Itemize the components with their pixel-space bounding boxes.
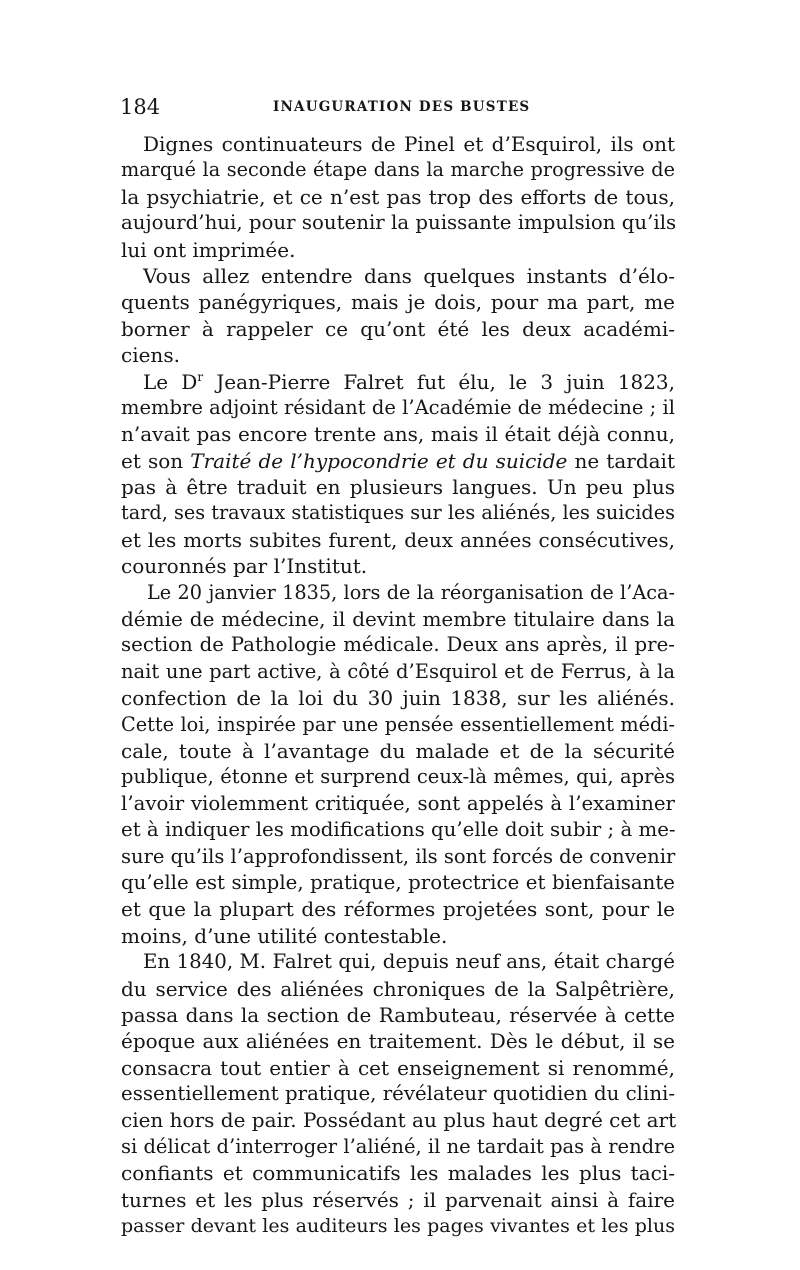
text-line: époque aux aliénées en traitement. Dès le début, il se <box>121 1029 675 1054</box>
running-title: INAUGURATION DES BUSTES <box>273 99 531 115</box>
text-line <box>121 369 675 395</box>
text-line: la psychiatrie, et ce n’est pas trop des efforts de tous, <box>121 184 675 209</box>
text-line: passer devant les auditeurs les pages vivantes et les plus <box>121 1215 675 1238</box>
paragraph-3 <box>121 369 675 580</box>
text-line: cien hors de pair. Possédant au plus haut degré cet art <box>121 1108 677 1133</box>
text-line: n’avait pas encore trente ans, mais il était déjà connu, <box>121 422 675 447</box>
text-line: couronnés par l’Institut. <box>121 554 368 579</box>
paragraph-2 <box>121 263 675 369</box>
text-line: essentiellement pratique, révélateur quotidien du clini- <box>121 1082 676 1106</box>
text-line: consacra tout entier à cet enseignement si renommé, <box>121 1055 675 1080</box>
text-line: tard, ses travaux statistiques sur les aliénés, les suicides <box>121 501 675 525</box>
text-line: ciens. <box>121 343 180 368</box>
superscript: r <box>197 369 204 384</box>
text-fragment: et son <box>121 448 191 473</box>
text-line: passa dans la section de Rambuteau, réservée à cette <box>121 1002 675 1027</box>
text-line: En 1840, M. Falret qui, depuis neuf ans, était chargé <box>143 950 675 974</box>
text-line: borner à rappeler ce qu’ont été les deux académi- <box>121 316 675 341</box>
text-line: et les morts subites furent, deux années consécutives, <box>121 527 675 552</box>
text-line: Vous allez entendre dans quelques instants d’élo- <box>143 263 675 288</box>
text-line: aujourd’hui, pour soutenir la puissante impulsion qu’ils <box>121 211 677 235</box>
body-text <box>121 131 675 1239</box>
text-line: turnes et les plus réservés ; il parvenait ainsi à faire <box>121 1187 675 1212</box>
text-line: nait une part active, à côté d’Esquirol et de Ferrus, à la <box>121 659 675 683</box>
text-line: et que la plupart des réformes projetées sont, pour le <box>121 897 675 922</box>
text-line: pas à être traduit en plusieurs langues. Un peu plus <box>121 475 675 500</box>
text-fragment: Jean-Pierre Falret fut élu, le 3 juin 1823, <box>203 369 675 394</box>
text-line: Dignes continuateurs de Pinel et d’Esquirol, ils ont <box>143 132 675 156</box>
text-line: quents panégyriques, mais je dois, pour ma part, me <box>121 290 675 315</box>
text-line: qu’elle est simple, pratique, protectrice et bienfaisante <box>121 870 675 894</box>
text-fragment: Le D <box>143 369 198 394</box>
page-number: 184 <box>120 95 161 119</box>
book-title-italic: Traité de l’hypocondrie et du suicide <box>190 448 568 473</box>
text-line: Le 20 janvier 1835, lors de la réorganisation de l’Aca- <box>147 580 675 604</box>
text-line: confection de la loi du 30 juin 1838, sur les aliénés. <box>121 686 675 711</box>
text-fragment: ne tardait <box>567 448 675 473</box>
text-line <box>121 448 675 474</box>
text-line: lui ont imprimée. <box>121 237 296 262</box>
text-line: membre adjoint résidant de l’Académie de médecine ; il <box>121 395 675 419</box>
text-line: marqué la seconde étape dans la marche progressive de <box>121 158 675 182</box>
text-line: du service des aliénées chroniques de la Salpêtrière, <box>121 976 675 1001</box>
text-line: publique, étonne et surprend ceux-là mêmes, qui, après <box>121 765 675 789</box>
paragraph-4 <box>121 580 675 949</box>
paragraph-1 <box>121 131 675 263</box>
text-line: cale, toute à l’avantage du malade et de la sécurité <box>121 738 675 763</box>
text-line: Cette loi, inspirée par une pensée essentiellement médi- <box>121 712 675 736</box>
text-line: si délicat d’interroger l’aliéné, il ne tardait pas à rendre <box>121 1134 675 1158</box>
page-header <box>120 94 675 120</box>
text-line: et à indiquer les modifications qu’elle doit subir ; à me- <box>121 818 676 842</box>
text-line: l’avoir violemment critiquée, sont appelés à l’examiner <box>121 791 675 815</box>
paragraph-5 <box>121 949 675 1239</box>
text-line: démie de médecine, il devint membre titulaire dans la <box>121 607 675 632</box>
text-line: confiants et communicatifs les malades les plus taci- <box>121 1161 675 1186</box>
text-line: moins, d’une utilité contestable. <box>121 923 448 948</box>
text-line: sure qu’ils l’approfondissent, ils sont forcés de convenir <box>121 844 676 868</box>
text-line: section de Pathologie médicale. Deux ans après, il pre- <box>121 633 675 657</box>
